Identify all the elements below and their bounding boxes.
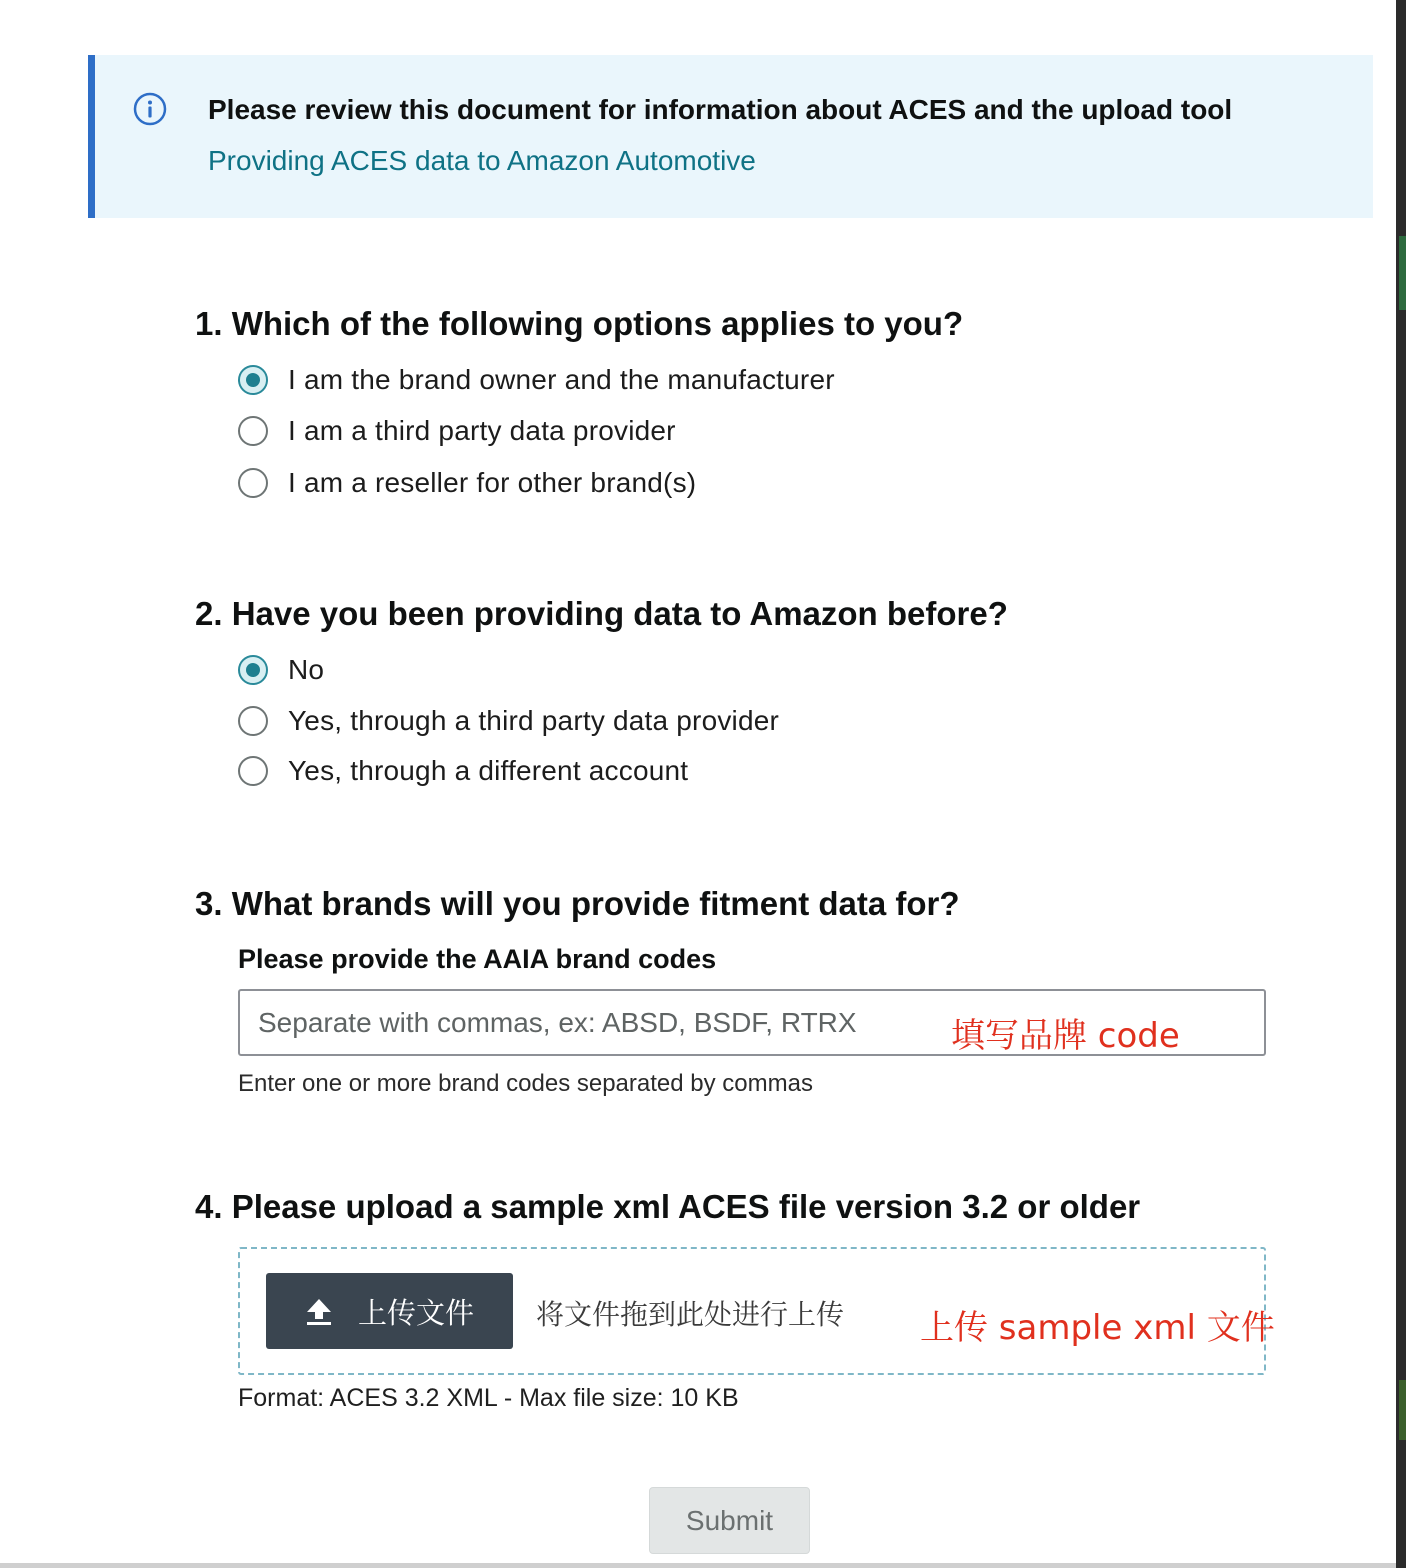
question-1-title: 1. Which of the following options applies to you? (195, 305, 964, 342)
upload-button-label: 上传文件 (358, 1295, 475, 1330)
radio-label: Yes, through a different account (288, 755, 689, 786)
banner-title: Please review this document for information about ACES and the upload tool (208, 94, 1233, 125)
radio-label: I am a third party data provider (288, 415, 676, 446)
info-circle-icon (133, 92, 167, 126)
radio-button[interactable] (238, 706, 268, 736)
radio-label: I am the brand owner and the manufacturer (288, 364, 835, 395)
brand-code-annotation: 填写品牌 code (951, 1016, 1180, 1056)
radio-button-checked[interactable] (238, 655, 268, 685)
radio-button[interactable] (238, 416, 268, 446)
q1-option-reseller[interactable] (238, 465, 696, 501)
file-format-note: Format: ACES 3.2 XML - Max file size: 10 KB (238, 1384, 739, 1412)
background-window-sliver (1399, 236, 1406, 310)
question-2-title: 2. Have you been providing data to Amazon before? (195, 595, 1008, 632)
upload-file-button[interactable] (266, 1273, 513, 1349)
radio-button[interactable] (238, 468, 268, 498)
q1-option-brand-owner[interactable] (238, 362, 835, 398)
upload-arrow-icon (304, 1296, 334, 1326)
info-banner (88, 55, 1373, 218)
q1-option-third-party[interactable] (238, 413, 676, 449)
q2-option-no[interactable] (238, 652, 324, 688)
q2-option-different-account[interactable] (238, 753, 688, 789)
radio-label: No (288, 654, 325, 685)
aces-document-link[interactable]: Providing ACES data to Amazon Automotive (208, 145, 756, 176)
radio-label: Yes, through a third party data provider (288, 705, 780, 736)
question-3-title: 3. What brands will you provide fitment data for? (195, 885, 960, 922)
radio-label: I am a reseller for other brand(s) (288, 467, 697, 498)
brand-codes-label: Please provide the AAIA brand codes (238, 944, 717, 974)
submit-button[interactable]: Submit (649, 1487, 810, 1554)
background-window-sliver (1399, 1380, 1406, 1440)
window-bottom-border (0, 1563, 1396, 1568)
brand-codes-helper-text: Enter one or more brand codes separated by commas (238, 1070, 813, 1097)
radio-button[interactable] (238, 756, 268, 786)
upload-annotation: 上传 sample xml 文件 (920, 1308, 1275, 1348)
radio-button-checked[interactable] (238, 365, 268, 395)
question-4-title: 4. Please upload a sample xml ACES file version 3.2 or older (195, 1188, 1141, 1225)
drag-drop-hint: 将文件拖到此处进行上传 (536, 1298, 845, 1331)
q2-option-third-party[interactable] (238, 703, 779, 739)
